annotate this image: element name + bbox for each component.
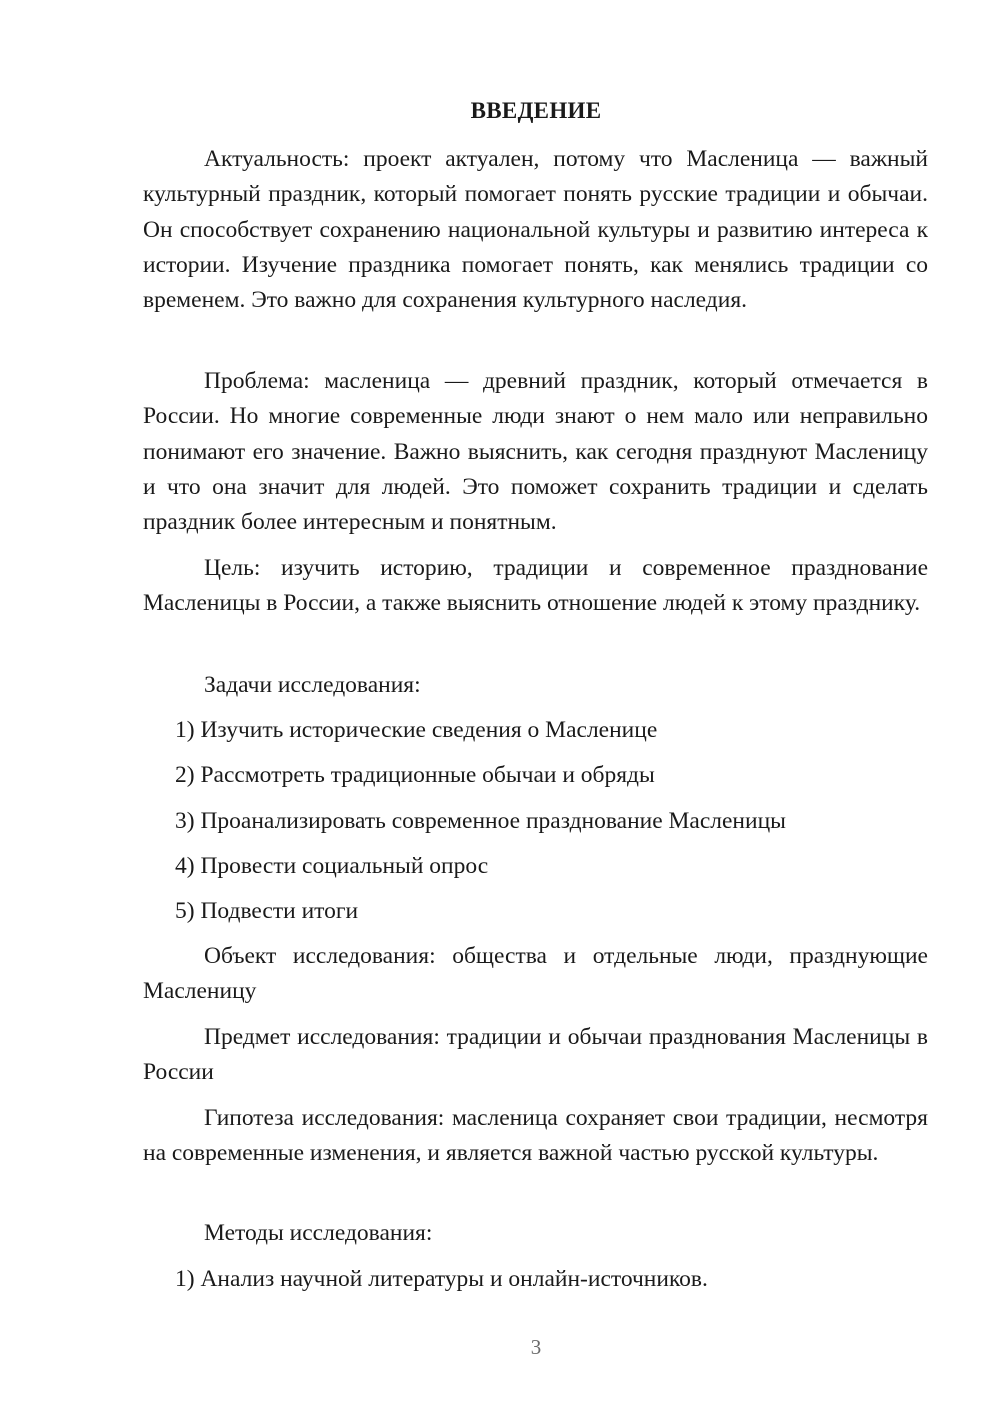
task-item: 4) Провести социальный опрос <box>175 853 489 879</box>
task-item: 2) Рассмотреть традиционные обычаи и обряды <box>175 762 655 788</box>
hypothesis-paragraph: Гипотеза исследования: масленица сохраняет свои традиции, несмотря на современные изменения, и является важной частью русской культуры. <box>143 1105 928 1167</box>
subject-paragraph: Предмет исследования: традиции и обычаи празднования Масленицы в России <box>143 1024 928 1086</box>
goal-paragraph: Цель: изучить историю, традиции и современное празднование Масленицы в России, а также выяснить отношение людей к этому празднику. <box>143 555 928 617</box>
tasks-heading: Задачи исследования: <box>204 672 421 698</box>
relevance-paragraph: Актуальность: проект актуален, потому что Масленица — важный культурный праздник, который помогает понять русские традиции и обычаи. Он способствует сохранению национальной культуры и развитию интереса к истории. Изучение праздника помогает понять, как менялись традиции со временем. Это важно для сохранения культурного наследия. <box>143 146 928 314</box>
task-item: 3) Проанализировать современное празднование Масленицы <box>175 808 786 834</box>
problem-paragraph: Проблема: масленица — древний праздник, который отмечается в России. Но многие современные люди знают о нем мало или неправильно понимают его значение. Важно выяснить, как сегодня празднуют Масленицу и что она значит для людей. Это поможет сохранить традиции и сделать праздник более интересным и понятным. <box>143 368 928 536</box>
methods-heading: Методы исследования: <box>204 1220 433 1246</box>
section-title: ВВЕДЕНИЕ <box>470 98 602 123</box>
task-item: 5) Подвести итоги <box>175 898 359 924</box>
task-item: 1) Изучить исторические сведения о Масленице <box>175 717 658 743</box>
object-paragraph: Объект исследования: общества и отдельные люди, празднующие Масленицу <box>143 943 928 1005</box>
page-number: 3 <box>530 1335 542 1359</box>
method-item: 1) Анализ научной литературы и онлайн-источников. <box>175 1266 708 1292</box>
